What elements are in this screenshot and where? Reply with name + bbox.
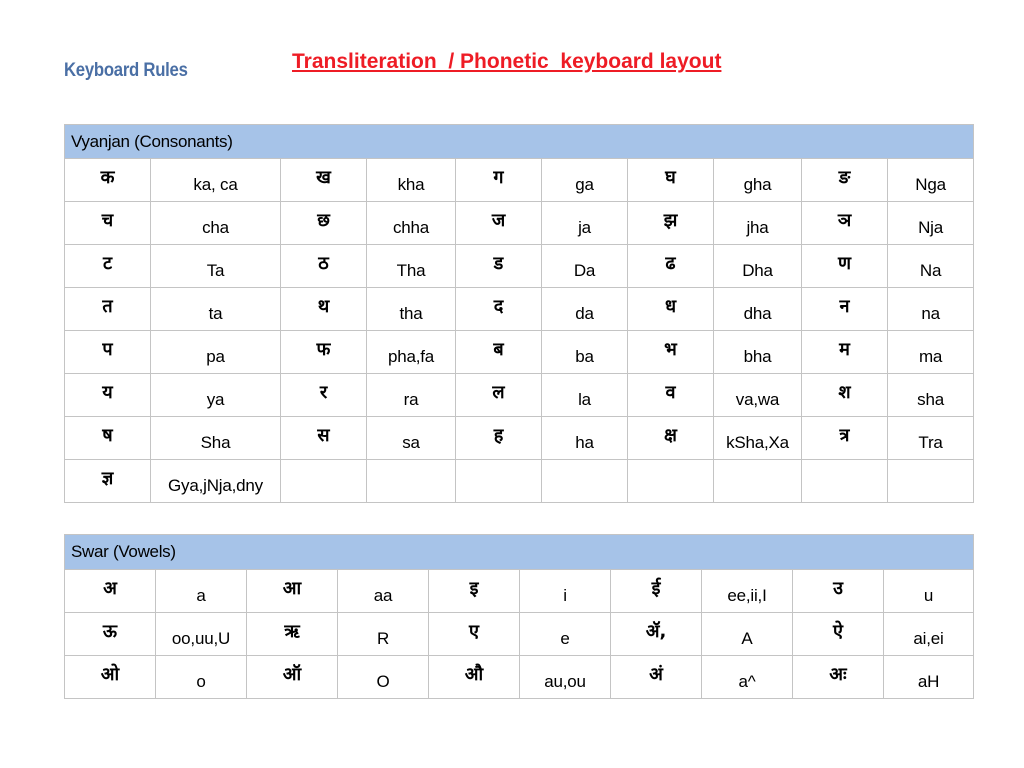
consonant-letter: थ: [281, 288, 367, 331]
vowel-letter: ऊ: [65, 613, 156, 656]
vowels-table: [64, 534, 974, 699]
consonant-row: [65, 374, 974, 417]
consonant-row: [65, 202, 974, 245]
consonant-transliteration: sa: [367, 417, 456, 460]
consonant-letter: ष: [65, 417, 151, 460]
consonant-transliteration: da: [542, 288, 628, 331]
consonant-row: [65, 331, 974, 374]
consonant-letter: य: [65, 374, 151, 417]
vowel-letter: ऐ: [793, 613, 884, 656]
vowel-transliteration: oo,uu,U: [156, 613, 247, 656]
vowel-transliteration: i: [520, 570, 611, 613]
consonant-transliteration: Na: [888, 245, 974, 288]
consonant-transliteration: Sha: [151, 417, 281, 460]
consonant-transliteration: [367, 460, 456, 503]
consonant-letter: स: [281, 417, 367, 460]
consonant-letter: व: [628, 374, 714, 417]
consonant-row: [65, 417, 974, 460]
vowel-row: [65, 656, 974, 699]
vowels-header: Swar (Vowels): [65, 535, 974, 570]
consonant-transliteration: ga: [542, 159, 628, 202]
vowel-row: [65, 613, 974, 656]
consonant-transliteration: chha: [367, 202, 456, 245]
consonant-letter: फ: [281, 331, 367, 374]
vowel-transliteration: au,ou: [520, 656, 611, 699]
consonant-letter: [281, 460, 367, 503]
consonants-table: [64, 124, 974, 503]
consonant-transliteration: [542, 460, 628, 503]
consonant-letter: ञ: [802, 202, 888, 245]
consonant-letter: ठ: [281, 245, 367, 288]
consonant-transliteration: ta: [151, 288, 281, 331]
consonant-transliteration: cha: [151, 202, 281, 245]
vowel-transliteration: O: [338, 656, 429, 699]
consonant-letter: ङ: [802, 159, 888, 202]
consonant-letter: र: [281, 374, 367, 417]
consonant-letter: ढ: [628, 245, 714, 288]
consonant-letter: ध: [628, 288, 714, 331]
vowel-letter: ए: [429, 613, 520, 656]
consonant-transliteration: pa: [151, 331, 281, 374]
consonant-letter: ज्ञ: [65, 460, 151, 503]
consonant-letter: च: [65, 202, 151, 245]
consonant-letter: न: [802, 288, 888, 331]
vowel-transliteration: ai,ei: [884, 613, 974, 656]
consonant-transliteration: kha: [367, 159, 456, 202]
consonant-transliteration: Nga: [888, 159, 974, 202]
consonant-letter: ज: [456, 202, 542, 245]
consonant-letter: त्र: [802, 417, 888, 460]
consonant-transliteration: [888, 460, 974, 503]
consonant-row: [65, 159, 974, 202]
consonant-row: [65, 288, 974, 331]
vowel-letter: अः: [793, 656, 884, 699]
consonant-letter: ब: [456, 331, 542, 374]
vowel-letter: औ: [429, 656, 520, 699]
vowel-transliteration: a^: [702, 656, 793, 699]
consonant-transliteration: jha: [714, 202, 802, 245]
vowel-letter: ओ: [65, 656, 156, 699]
consonant-letter: [628, 460, 714, 503]
consonant-transliteration: ya: [151, 374, 281, 417]
consonant-letter: श: [802, 374, 888, 417]
consonant-transliteration: Da: [542, 245, 628, 288]
vowel-letter: ई: [611, 570, 702, 613]
consonant-letter: प: [65, 331, 151, 374]
consonant-letter: त: [65, 288, 151, 331]
consonants-header: Vyanjan (Consonants): [65, 125, 974, 159]
consonant-letter: ख: [281, 159, 367, 202]
consonant-letter: ड: [456, 245, 542, 288]
vowel-letter: अ: [65, 570, 156, 613]
consonant-transliteration: Tha: [367, 245, 456, 288]
consonant-transliteration: ka, ca: [151, 159, 281, 202]
keyboard-rules-heading: Keyboard Rules: [64, 60, 188, 81]
consonant-letter: क: [65, 159, 151, 202]
consonant-transliteration: Dha: [714, 245, 802, 288]
consonant-transliteration: na: [888, 288, 974, 331]
consonant-letter: क्ष: [628, 417, 714, 460]
consonant-row: [65, 460, 974, 503]
consonant-transliteration: pha,fa: [367, 331, 456, 374]
vowel-letter: अं: [611, 656, 702, 699]
consonant-row: [65, 245, 974, 288]
vowel-transliteration: a: [156, 570, 247, 613]
consonant-letter: द: [456, 288, 542, 331]
consonant-letter: [456, 460, 542, 503]
consonant-transliteration: ba: [542, 331, 628, 374]
consonant-transliteration: va,wa: [714, 374, 802, 417]
consonant-letter: [802, 460, 888, 503]
consonant-letter: घ: [628, 159, 714, 202]
consonant-transliteration: tha: [367, 288, 456, 331]
page-title: Transliteration / Phonetic keyboard layout: [292, 50, 722, 73]
consonant-letter: छ: [281, 202, 367, 245]
vowel-letter: उ: [793, 570, 884, 613]
consonant-transliteration: gha: [714, 159, 802, 202]
vowel-transliteration: ee,ii,I: [702, 570, 793, 613]
vowel-transliteration: e: [520, 613, 611, 656]
consonant-transliteration: bha: [714, 331, 802, 374]
vowel-transliteration: aa: [338, 570, 429, 613]
vowel-letter: ऋ: [247, 613, 338, 656]
vowel-transliteration: aH: [884, 656, 974, 699]
vowel-letter: ॲ,: [611, 613, 702, 656]
consonant-transliteration: la: [542, 374, 628, 417]
vowel-letter: इ: [429, 570, 520, 613]
consonant-transliteration: Ta: [151, 245, 281, 288]
consonant-letter: ग: [456, 159, 542, 202]
vowel-transliteration: o: [156, 656, 247, 699]
consonant-transliteration: dha: [714, 288, 802, 331]
consonant-transliteration: Nja: [888, 202, 974, 245]
consonant-transliteration: [714, 460, 802, 503]
consonant-letter: म: [802, 331, 888, 374]
consonant-transliteration: Gya,jNja,dny: [151, 460, 281, 503]
consonant-transliteration: Tra: [888, 417, 974, 460]
consonant-transliteration: ma: [888, 331, 974, 374]
consonant-transliteration: kSha,Xa: [714, 417, 802, 460]
consonant-letter: झ: [628, 202, 714, 245]
consonant-letter: ह: [456, 417, 542, 460]
consonant-letter: ण: [802, 245, 888, 288]
vowel-transliteration: u: [884, 570, 974, 613]
consonant-transliteration: sha: [888, 374, 974, 417]
consonant-transliteration: ha: [542, 417, 628, 460]
consonant-transliteration: ja: [542, 202, 628, 245]
consonant-letter: ल: [456, 374, 542, 417]
consonant-letter: ट: [65, 245, 151, 288]
vowel-transliteration: A: [702, 613, 793, 656]
vowel-row: [65, 570, 974, 613]
vowel-letter: आ: [247, 570, 338, 613]
consonant-letter: भ: [628, 331, 714, 374]
vowel-letter: ऑ: [247, 656, 338, 699]
vowel-transliteration: R: [338, 613, 429, 656]
consonant-transliteration: ra: [367, 374, 456, 417]
